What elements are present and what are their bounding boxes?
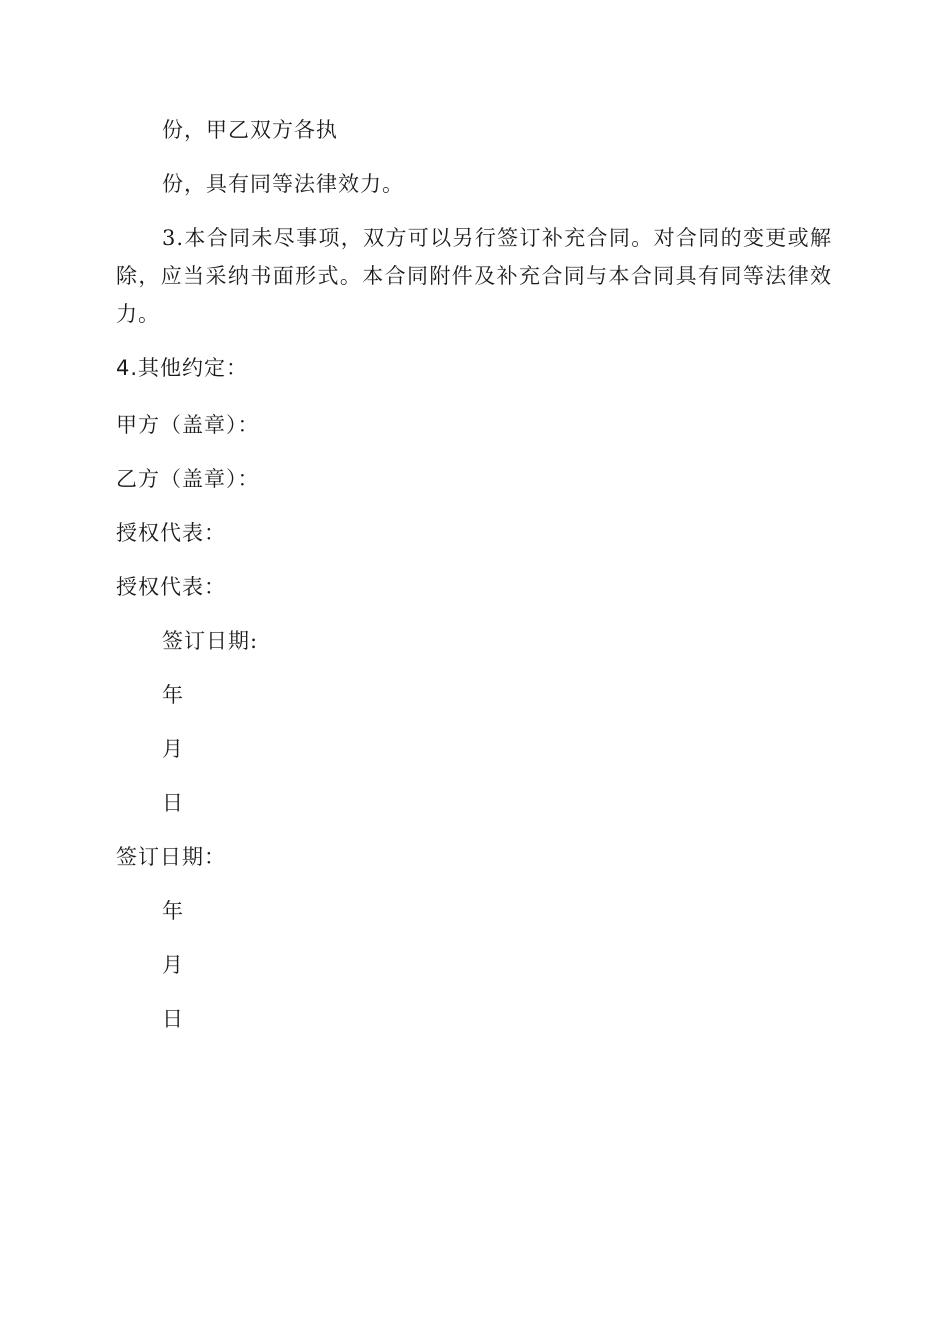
party-b-seal-label: 乙方（盖章）： (116, 467, 260, 491)
month-b-label: 月 (162, 953, 184, 977)
year-a-label: 年 (162, 683, 184, 707)
day-b-label: 日 (162, 1007, 184, 1031)
year-b-label: 年 (162, 899, 184, 923)
day-a-label: 日 (162, 791, 184, 815)
clause-4-heading: 4.其他约定： (116, 356, 249, 380)
sign-date-b-label: 签订日期： (116, 845, 226, 869)
copies-line-b: 份，具有同等法律效力。 (162, 172, 404, 196)
month-a-label: 月 (162, 737, 184, 761)
party-a-seal-label: 甲方（盖章）： (116, 413, 260, 437)
copies-line-a: 份，甲乙双方各执 (162, 118, 338, 142)
authorized-rep-b-label: 授权代表： (116, 575, 226, 599)
authorized-rep-a-label: 授权代表： (116, 521, 226, 545)
clause-3-paragraph: 3.本合同未尽事项，双方可以另行签订补充合同。对合同的变更或解除，应当采纳书面形式。本合同附件及补充合同与本合同具有同等法律效力。 (116, 226, 832, 326)
sign-date-a-label: 签订日期: (162, 629, 259, 653)
